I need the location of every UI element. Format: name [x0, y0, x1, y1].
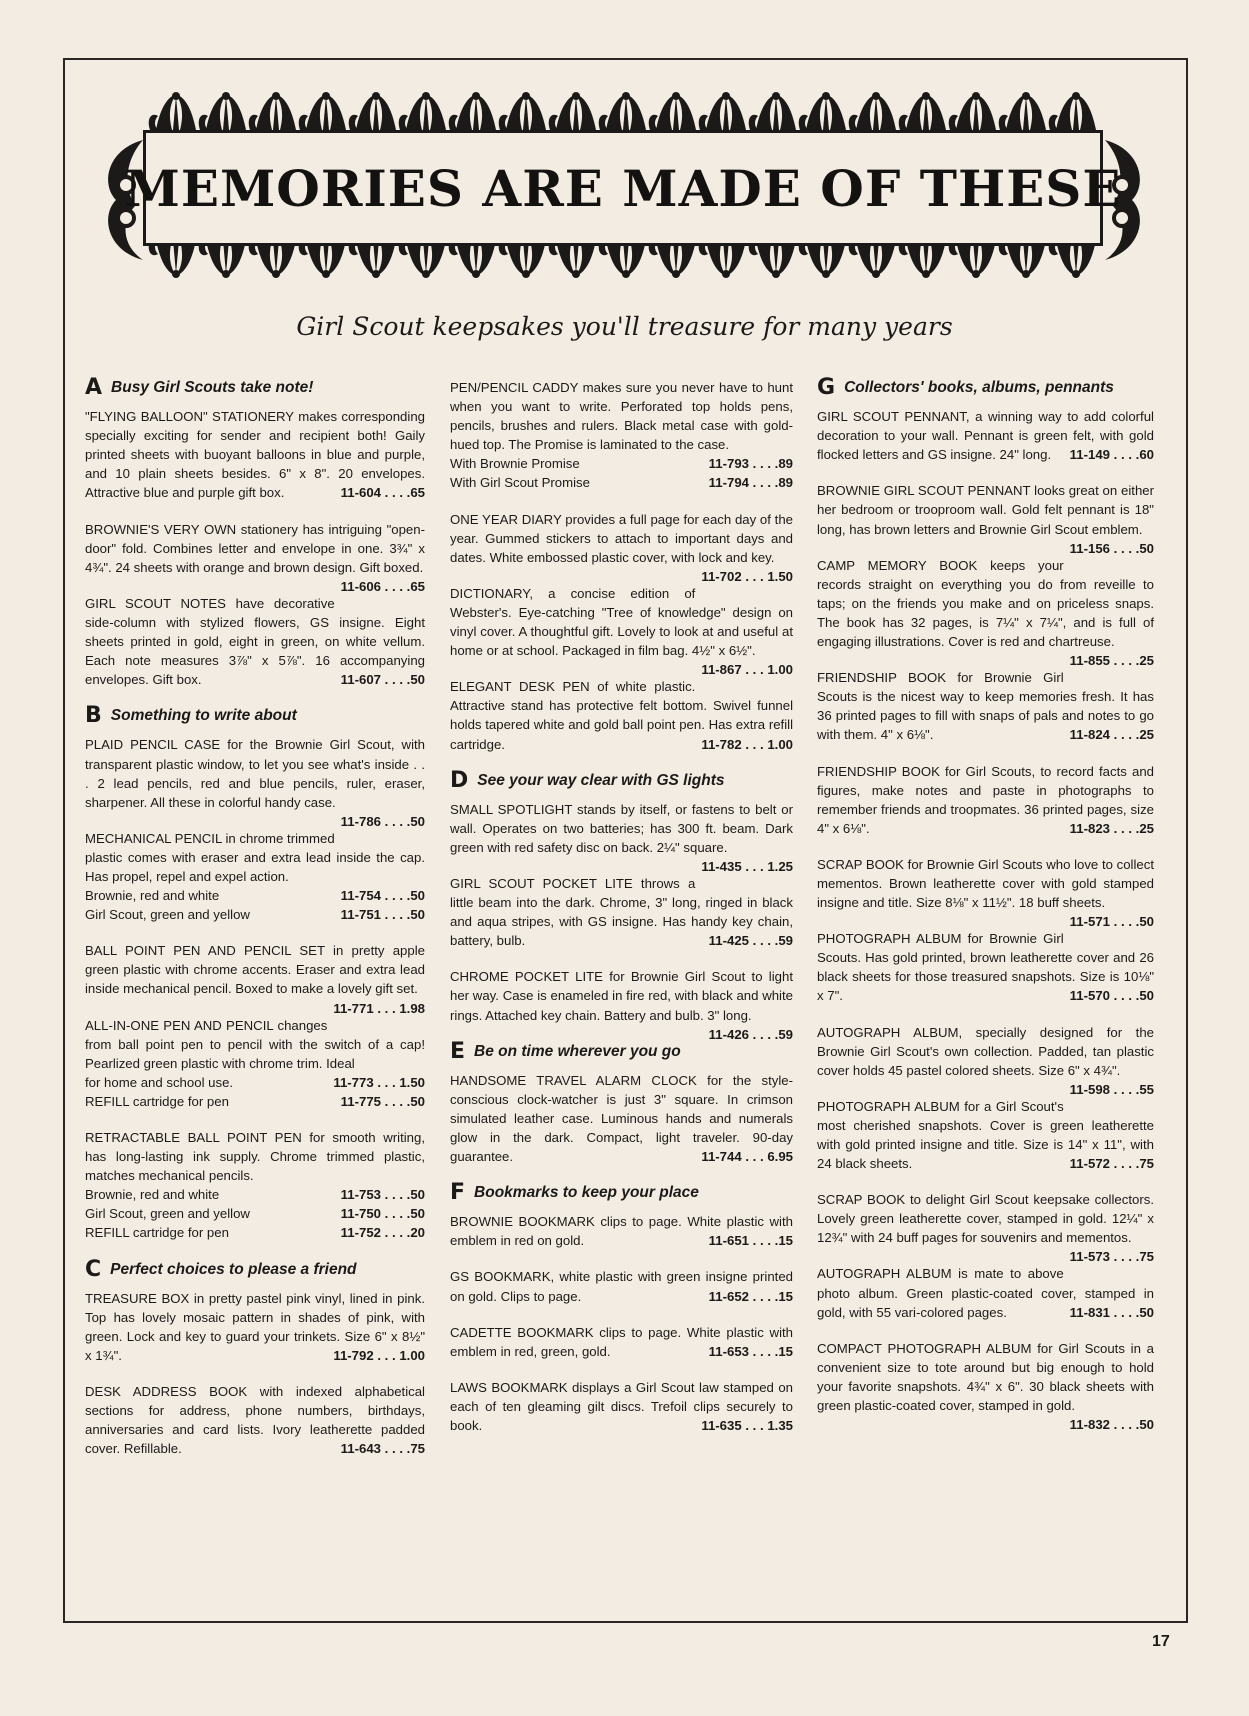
- catalog-item: PEN/PENCIL CADDY makes sure you never have to hunt when you want to write. Perforated top holds pens, pencils, brushes and rulers. Black metal case with gold-hued top. The Promise is laminated to the case. With Brownie Promise 11-793 . . . .89 With Girl Scout Promise 11-794 . . . .89: [450, 380, 793, 491]
- column-middle: [450, 378, 793, 1452]
- catalog-item: ALL-IN-ONE PEN AND PENCIL changes from ball point pen to pencil with the switch of a cap! Pearlized green plastic with chrome trim. Ideal for home and school use. 11-773 . . . 1.50 REFILL cartridge for pen 11-775 . . . .50: [85, 1017, 425, 1109]
- catalog-item: CADETTE BOOKMARK clips to page. White plastic with emblem in red, green, gold. 11-653 . . . .15: [450, 1324, 793, 1359]
- section-heading-d: D See your way clear with GS lights: [450, 767, 725, 793]
- catalog-item: CAMP MEMORY BOOK keeps your records straight on everything you do from reveille to taps; on the friends you make and on priceless snaps. The book has 32 pages, is 7¼" x 7¼", and is full of engaging illustrations. Cover is red and chartreuse. 11-855 . . . .25: [817, 557, 1154, 669]
- catalog-item: BROWNIE BOOKMARK clips to page. White plastic with emblem in red on gold. 11-651 . . . .15: [450, 1214, 793, 1249]
- catalog-item: DICTIONARY, a concise edition of Webster's. Eye-catching "Tree of knowledge" design on vinyl cover. A thoughtful gift. Lovely to look at and useful at home or at school. Packaged in film bag. 4½" x 6½". 11-867 . . . 1.00: [450, 585, 793, 678]
- section-heading-a: A Busy Girl Scouts take note!: [85, 375, 314, 400]
- catalog-item: GIRL SCOUT POCKET LITE throws a little beam into the dark. Chrome, 3" long, ringed in black and aqua stripes, with GS insigne. Has handy key chain, battery, bulb. 11-425 . . . .59: [450, 875, 793, 949]
- catalog-item: FRIENDSHIP BOOK for Girl Scouts, to record facts and figures, make notes and paste in photographs to remember friends and troopmates. 36 printed pages, size 4" x 6⅛". 11-823 . . . .25: [817, 763, 1154, 836]
- catalog-item: BALL POINT PEN AND PENCIL SET in pretty apple green plastic with chrome accents. Eraser and extra lead inside mechanical pencil. Boxed to make a lovely gift set. 11-771 . . . 1.98: [85, 943, 425, 1016]
- catalog-item: HANDSOME TRAVEL ALARM CLOCK for the style-conscious clock-watcher is just 3" square. In crimson simulated leather case. Luminous hands and numerals glow in the dark. Compact, light traveler. 90-day guarantee. 11-744 . . . 6.95: [450, 1072, 793, 1165]
- catalog-item: SMALL SPOTLIGHT stands by itself, or fastens to belt or wall. Operates on two batteries; has 300 ft. beam. Dark green with red safety disc on back. 2¼" square. 11-435 . . . 1.25: [450, 801, 793, 874]
- section-heading-b: B Something to write about: [85, 703, 297, 729]
- catalog-item: AUTOGRAPH ALBUM, specially designed for the Brownie Girl Scout's own collection. Padded, tan plastic cover holds 45 pastel colored sheets. Size 6" x 4¾". 11-598 . . . .55: [817, 1024, 1154, 1097]
- catalog-item: PHOTOGRAPH ALBUM for Brownie Girl Scouts. Has gold printed, brown leatherette cover and 26 black sheets for those treasured snapshots. Size is 10⅛" x 7". 11-570 . . . .50: [817, 931, 1154, 1004]
- catalog-item: MECHANICAL PENCIL in chrome trimmed plastic comes with eraser and extra lead inside the cap. Has propel, repel and expel action. Brownie, red and white 11-754 . . . .50 Girl Scout, green and yellow 11-751 . . . .50: [85, 830, 425, 923]
- column-right: [817, 375, 1154, 1434]
- catalog-item: AUTOGRAPH ALBUM is mate to above photo album. Green plastic-coated cover, stamped in gold, with 55 vari-colored pages. 11-831 . . . .50: [817, 1266, 1154, 1320]
- column-left: [85, 375, 425, 1475]
- catalog-item: ELEGANT DESK PEN of white plastic. Attractive stand has protective felt bottom. Swivel funnel holds tapered white and gold ball point pen. Has extra refill cartridge. 11-782 . . . 1.00: [450, 679, 793, 752]
- section-heading-f: F Bookmarks to keep your place: [450, 1180, 699, 1206]
- catalog-item: GIRL SCOUT NOTES have decorative side-column with stylized flowers, GS insigne. Eight sheets printed in gold, eight in green, on white vellum. Each note measures 3⅞" x 5⅞". 16 accompanying envelopes. Gift box. 11-607 . . . .50: [85, 595, 425, 688]
- section-heading-c: C Perfect choices to please a friend: [85, 1256, 357, 1282]
- section-heading-e: E Be on time wherever you go: [450, 1038, 681, 1064]
- catalog-item: SCRAP BOOK for Brownie Girl Scouts who love to collect mementos. Brown leatherette cover with gold stamped insigne and title. Size 8⅛" x 11½". 18 buff sheets. 11-571 . . . .50: [817, 856, 1154, 930]
- top-ornament-row: [149, 92, 1096, 130]
- catalog-item: "FLYING BALLOON" STATIONERY makes corresponding specially exciting for sender and recipient both! Gaily printed sheets with buoyant balloons in blue and purple, and 10 plain sheets besides. 6" x 8". 20 envelopes. Attractive blue and purple gift box. 11-604 . . . .65: [85, 409, 425, 501]
- page-number: 17: [1152, 1633, 1170, 1650]
- catalog-item: RETRACTABLE BALL POINT PEN for smooth writing, has long-lasting ink supply. Chrome trimmed plastic, matches mechanical pencils. Brownie, red and white 11-753 . . . .50 Girl Scout, green and yellow 11-750 . . . .50 REFILL cartridge for pen 11-752 . . . .20: [85, 1130, 425, 1241]
- catalog-item: COMPACT PHOTOGRAPH ALBUM for Girl Scouts in a convenient size to tote around but big enough to hold your favorite snapshots. 4¾" x 6". 30 black sheets with green plastic-coated cover, stamped in gold. 11-832 . . . .50: [817, 1340, 1154, 1433]
- catalog-item: PLAID PENCIL CASE for the Brownie Girl Scout, with transparent plastic window, to let you see what's inside . . . 2 lead pencils, red and blue pencils, ruler, eraser, sharpener. All these in colorful handy case. 11-786 . . . .50: [85, 737, 425, 829]
- catalog-item: CHROME POCKET LITE for Brownie Girl Scout to light her way. Case is enameled in fire red, with black and white rings. Attached key chain. Battery and bulb. 3" long. 11-426 . . . .59: [450, 969, 793, 1042]
- page-subtitle: Girl Scout keepsakes you'll treasure for many years: [296, 312, 953, 341]
- catalog-item: BROWNIE'S VERY OWN stationery has intriguing "open-door" fold. Combines letter and envelope in one. 3¾" x 4¾". 24 sheets with orange and brown design. Gift boxed. 11-606 . . . .65: [85, 521, 425, 594]
- catalog-item: DESK ADDRESS BOOK with indexed alphabetical sections for address, phone numbers, birthdays, anniversaries and card lists. Ivory leatherette padded cover. Refillable. 11-643 . . . .75: [85, 1384, 425, 1457]
- catalog-item: ONE YEAR DIARY provides a full page for each day of the year. Gummed stickers to attach to important days and dates. White embossed plastic cover, with lock and key. 11-702 . . . 1.50: [450, 511, 793, 584]
- section-heading-g: G Collectors' books, albums, pennants: [817, 375, 1114, 400]
- catalog-item: TREASURE BOX in pretty pastel pink vinyl, lined in pink. Top has lovely mosaic pattern in shades of pink, with green. Lock and key to guard your trinkets. Size 6" x 8½" x 1¾". 11-792 . . . 1.00: [85, 1290, 425, 1363]
- catalog-item: FRIENDSHIP BOOK for Brownie Girl Scouts is the nicest way to keep memories fresh. It has 36 printed pages to fill with snaps of pals and notes to go with them. 4" x 6⅛". 11-824 . . . .25: [817, 670, 1154, 743]
- catalog-item: SCRAP BOOK to delight Girl Scout keepsake collectors. Lovely green leatherette cover, stamped in gold. 12¼" x 12¾" with 24 buff pages for souvenirs and mementos. 11-573 . . . .75: [817, 1192, 1154, 1265]
- catalog-item: PHOTOGRAPH ALBUM for a Girl Scout's most cherished snapshots. Cover is green leatherette with gold printed insigne and title. Size is 14" x 11", with 24 black sheets. 11-572 . . . .75: [817, 1098, 1154, 1172]
- catalog-item: BROWNIE GIRL SCOUT PENNANT looks great on either her bedroom or trooproom wall. Gold felt pennant is 18" long, has brown letters and Brownie Girl Scout emblem. 11-156 . . . .50: [817, 483, 1154, 556]
- catalog-item: LAWS BOOKMARK displays a Girl Scout law stamped on each of ten gleaming gilt discs. Trefoil clips securely to book. 11-635 . . . 1.35: [450, 1379, 793, 1434]
- catalog-item: GS BOOKMARK, white plastic with green insigne printed on gold. Clips to page. 11-652 . . . .15: [450, 1269, 793, 1304]
- title-box: [124, 130, 1122, 246]
- catalog-item: GIRL SCOUT PENNANT, a winning way to add colorful decoration to your wall. Pennant is green felt, with gold flocked letters and GS insigne. 24" long. 11-149 . . . .60: [817, 409, 1154, 463]
- page-title: MEMORIES ARE MADE OF THESE: [124, 158, 1122, 218]
